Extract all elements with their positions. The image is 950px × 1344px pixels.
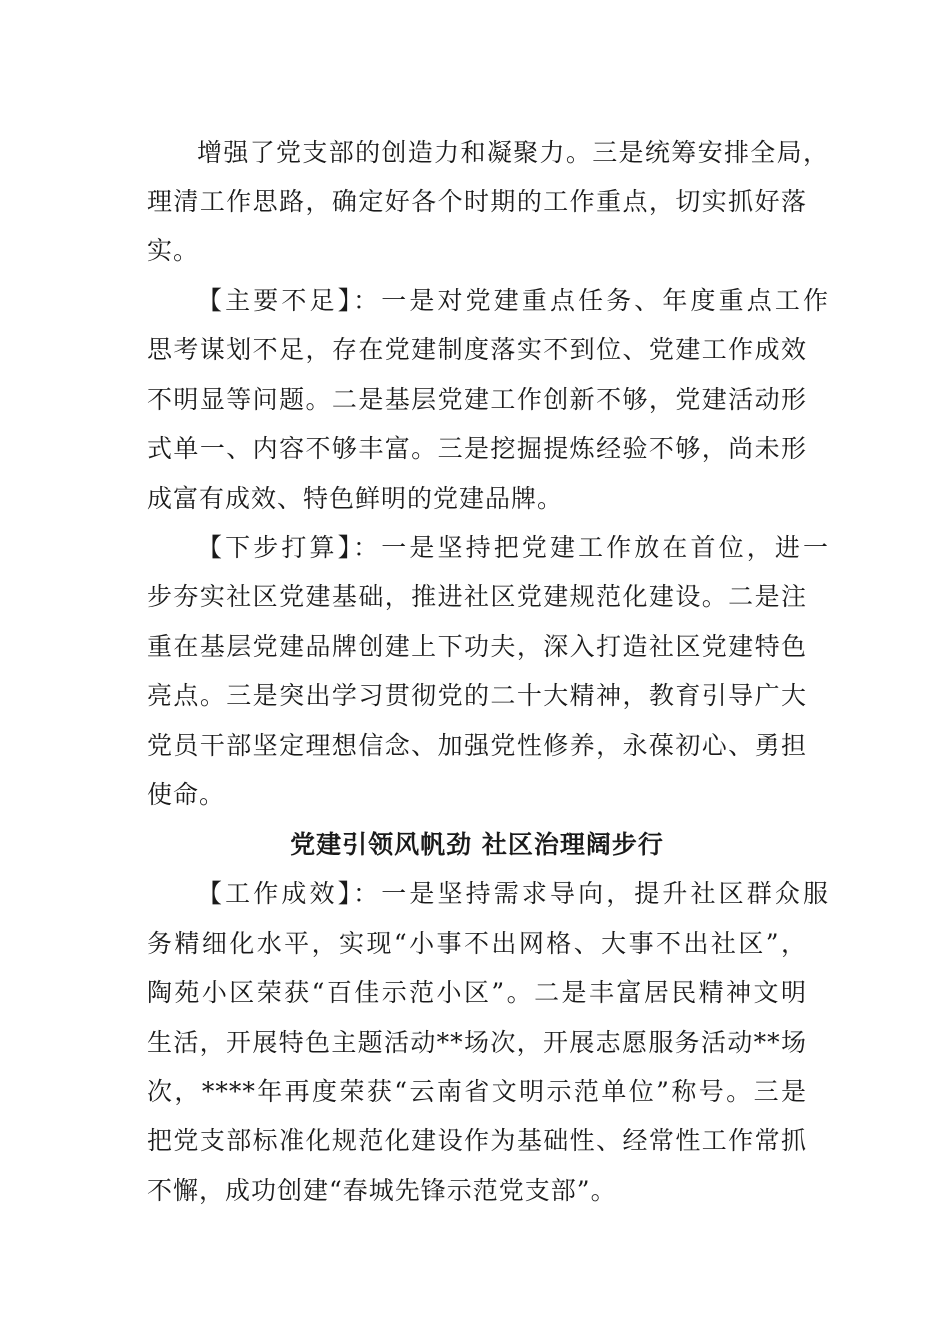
paragraph-3-line-1: 【下步打算】：一是坚持把党建工作放在首位，进一 xyxy=(197,533,829,562)
section-paragraph-line-5: 次，****年再度荣获“云南省文明示范单位”称号。三是 xyxy=(147,1077,807,1106)
paragraph-3-line-3: 重在基层党建品牌创建上下功夫，深入打造社区党建特色 xyxy=(147,632,807,661)
paragraph-2-line-1: 【主要不足】：一是对党建重点任务、年度重点工作 xyxy=(197,286,829,315)
paragraph-2-line-2: 思考谋划不足，存在党建制度落实不到位、党建工作成效 xyxy=(147,335,807,364)
paragraph-2-line-5: 成富有成效、特色鲜明的党建品牌。 xyxy=(147,484,564,513)
section-heading: 党建引领风帆劲 社区治理阔步行 xyxy=(290,830,664,859)
section-paragraph-line-6: 把党支部标准化规范化建设作为基础性、经常性工作常抓 xyxy=(147,1126,807,1155)
section-paragraph-line-1: 【工作成效】：一是坚持需求导向，提升社区群众服 xyxy=(197,879,829,908)
paragraph-3-line-4: 亮点。三是突出学习贯彻党的二十大精神，教育引导广大 xyxy=(147,681,807,710)
paragraph-3-line-5: 党员干部坚定理想信念、加强党性修养，永葆初心、勇担 xyxy=(147,731,807,760)
paragraph-1-line-1: 增强了党支部的创造力和凝聚力。三是统筹安排全局， xyxy=(197,138,829,167)
paragraph-1-line-3: 实。 xyxy=(147,236,200,265)
paragraph-2-line-3: 不明显等问题。二是基层党建工作创新不够，党建活动形 xyxy=(147,385,807,414)
section-paragraph-line-7: 不懈，成功创建“春城先锋示范党支部”。 xyxy=(147,1176,617,1205)
paragraph-2-line-4: 式单一、内容不够丰富。三是挖掘提炼经验不够，尚未形 xyxy=(147,434,807,463)
section-paragraph-line-4: 生活，开展特色主题活动**场次，开展志愿服务活动**场 xyxy=(147,1028,807,1057)
paragraph-3-line-6: 使命。 xyxy=(147,780,226,809)
section-paragraph-line-2: 务精细化水平，实现“小事不出网格、大事不出社区”， xyxy=(147,929,807,958)
paragraph-3-line-2: 步夯实社区党建基础，推进社区党建规范化建设。二是注 xyxy=(147,582,807,611)
paragraph-1-line-2: 理清工作思路，确定好各个时期的工作重点，切实抓好落 xyxy=(147,187,807,216)
section-paragraph-line-3: 陶苑小区荣获“百佳示范小区”。二是丰富居民精神文明 xyxy=(147,978,807,1007)
